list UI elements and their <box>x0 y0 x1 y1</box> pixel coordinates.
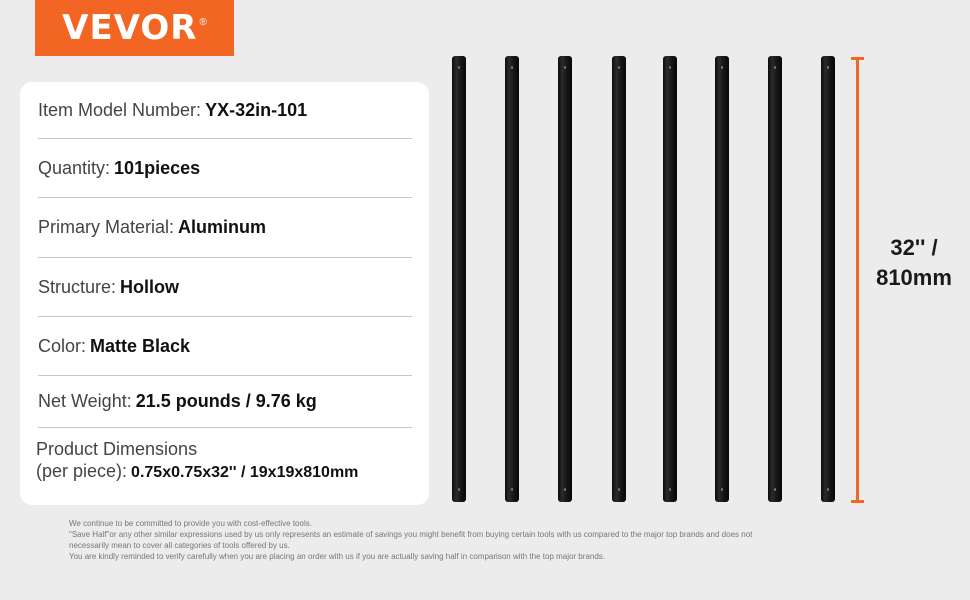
dimensions-label: Product Dimensions <box>36 439 198 459</box>
dimensions-value: 0.75x0.75x32'' / 19x19x810mm <box>131 464 359 481</box>
rod <box>452 56 466 502</box>
rod <box>558 56 572 502</box>
spec-value: Matte Black <box>90 335 191 356</box>
spec-value: Aluminum <box>178 217 267 237</box>
spec-row-model <box>38 82 412 139</box>
spec-label: Item Model Number: <box>38 99 202 120</box>
brand-logo-text: VEVOR <box>62 8 198 48</box>
spec-row-dimensions <box>36 438 410 484</box>
disclaimer <box>69 518 869 562</box>
dimension-cap-bottom <box>851 500 864 503</box>
spec-label: Net Weight: <box>38 391 132 411</box>
spec-value: Hollow <box>120 276 180 297</box>
spec-row-weight <box>38 376 412 428</box>
dimension-line <box>856 58 859 502</box>
rod <box>821 56 835 502</box>
rod <box>768 56 782 502</box>
spec-label: Color: <box>38 335 87 356</box>
spec-row-color <box>38 317 412 376</box>
disclaimer-line: "Save Half"or any other similar expressions used by us only represents an estimate of savings you might benefit from buying certain tools with us compared to the major top brands and does not <box>69 530 753 539</box>
spec-value: 101pieces <box>114 157 201 178</box>
rod <box>505 56 519 502</box>
spec-label: Primary Material: <box>38 217 175 237</box>
spec-row-material <box>38 198 412 258</box>
height-label-line2: 810mm <box>876 265 952 290</box>
spec-value: YX-32in-101 <box>205 99 308 120</box>
disclaimer-line: We continue to be committed to provide you with cost-effective tools. <box>69 519 312 528</box>
disclaimer-line: You are kindly reminded to verify carefully when you are placing an order with us if you are actually saving half in comparison with the top major brands. <box>69 552 605 561</box>
product-image-rods <box>440 50 850 510</box>
brand-logo <box>35 0 234 56</box>
height-label-line1: 32'' / <box>890 235 938 260</box>
disclaimer-line: necessarily mean to cover all categories of tools offered by us. <box>69 541 290 550</box>
spec-card <box>20 82 429 505</box>
rod <box>715 56 729 502</box>
spec-row-structure <box>38 258 412 317</box>
dimensions-line <box>36 460 410 484</box>
dimensions-sublabel: (per piece): <box>36 461 128 481</box>
height-label <box>864 233 964 293</box>
spec-value: 21.5 pounds / 9.76 kg <box>135 391 317 411</box>
spec-label: Quantity: <box>38 157 111 178</box>
rod <box>612 56 626 502</box>
spec-label: Structure: <box>38 276 117 297</box>
registered-mark: ® <box>199 16 207 28</box>
spec-row-quantity <box>38 139 412 198</box>
rod <box>663 56 677 502</box>
